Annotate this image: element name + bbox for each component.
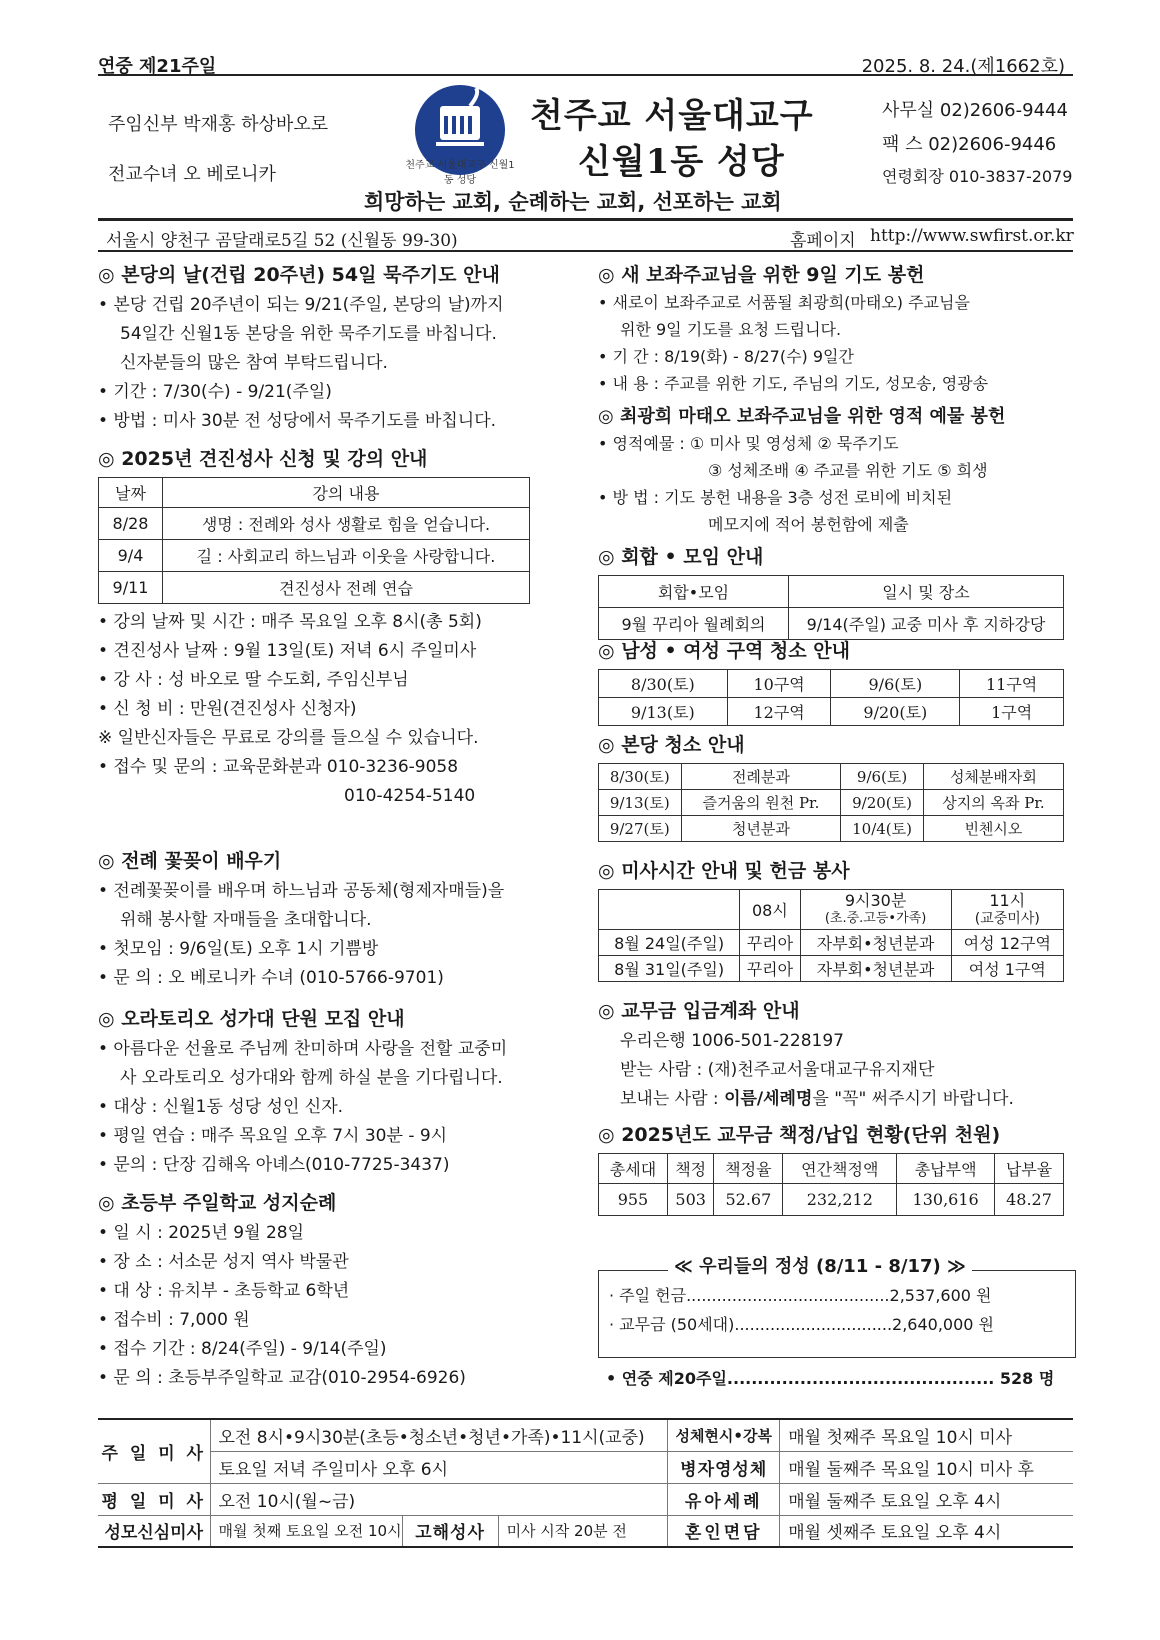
body-line: • 접수비 : 7,000 원: [98, 1310, 250, 1330]
section-title: ◎ 2025년도 교무금 책정/납입 현황(단위 천원): [598, 1124, 1001, 1146]
body-line: 사 오라토리오 성가대와 함께 하실 분을 기다립니다.: [120, 1068, 503, 1088]
body-line: 우리은행 1006-501-228197: [620, 1031, 844, 1051]
infant-baptism-time: 매월 둘째주 토요일 오후 4시: [780, 1483, 1073, 1515]
section-title: ◎ 교무금 입금계좌 안내: [598, 1000, 800, 1022]
sender-prefix: 보내는 사람 :: [620, 1089, 725, 1109]
offerings-box: [598, 1270, 1076, 1358]
section-choir: [98, 1004, 568, 1180]
section-title: ◎ 회합 • 모임 안내: [598, 546, 764, 568]
section-district-cleaning: [598, 636, 1076, 726]
marriage-label: 혼인면담: [668, 1515, 780, 1547]
confession-label: 고해성사: [402, 1515, 498, 1547]
table-cell: 48.27: [995, 1184, 1064, 1216]
marriage-time: 매월 셋째주 토요일 오후 4시: [780, 1515, 1073, 1547]
table-cell: 9월 꾸리아 월례회의: [599, 608, 789, 640]
table-cell: 9/4: [99, 540, 163, 572]
offerings-title: ≪ 우리들의 정성 (8/11 - 8/17) ≫: [668, 1252, 972, 1278]
table-cell: 955: [599, 1184, 668, 1216]
sender-bold: 이름/세례명: [724, 1089, 813, 1109]
table-cell: 꾸리아: [740, 956, 800, 982]
table-header: [599, 890, 740, 930]
body-line: 위한 9일 기도를 요청 드립니다.: [620, 320, 842, 339]
body-line: • 문 의 : 초등부주일학교 교감(010-2954-6926): [98, 1368, 466, 1388]
section-confirmation: [98, 444, 568, 811]
table-cell: 1구역: [960, 698, 1064, 726]
adoration-time: 매월 첫째주 목요일 10시 미사: [780, 1419, 1073, 1451]
church-cleaning-table: [598, 763, 1064, 842]
table-cell: 9/6(토): [831, 670, 960, 698]
adoration-label: 성체현시•강복: [668, 1419, 780, 1451]
table-cell: 9/13(토): [599, 698, 728, 726]
body-line: 메모지에 적어 봉헌함에 제출: [708, 515, 909, 534]
body-line: • 강 사 : 성 바오로 딸 수도회, 주임신부님: [98, 670, 409, 690]
table-cell: 생명 : 전례와 성사 생활로 힘을 얻습니다.: [163, 508, 530, 540]
body-line: • 문 의 : 오 베로니카 수녀 (010-5766-9701): [98, 968, 444, 988]
body-line: 위해 봉사할 자매들을 초대합니다.: [120, 910, 372, 930]
slogan: 희망하는 교회, 순례하는 교회, 선포하는 교회: [364, 190, 782, 214]
homepage-link[interactable]: http://www.swfirst.or.kr: [870, 226, 1074, 246]
sender-suffix: 을 "꼭" 써주시기 바랍니다.: [812, 1089, 1014, 1109]
nun-name: 전교수녀 오 베로니카: [108, 164, 276, 185]
table-header: 날짜: [99, 478, 163, 508]
offering-line: · 교무금 (50세대)...............................2,640,000 원: [609, 1315, 995, 1334]
section-rosary: [98, 260, 568, 436]
section-spiritual-gift: [598, 402, 1076, 538]
marian-mass-time: 매월 첫째 토요일 오전 10시: [210, 1515, 402, 1547]
body-line: • 첫모임 : 9/6일(토) 오후 1시 기쁨방: [98, 939, 379, 959]
body-line: ※ 일반신자들은 무료로 강의를 들으실 수 있습니다.: [98, 728, 479, 748]
table-cell: 자부회•청년분과: [800, 930, 951, 956]
table-cell: 전례분과: [681, 764, 841, 790]
body-line: • 대 상 : 유치부 - 초등학교 6학년: [98, 1281, 350, 1301]
body-line: • 내 용 : 주교를 위한 기도, 주님의 기도, 성모송, 영광송: [598, 374, 989, 393]
section-bishop-prayer: [598, 260, 1076, 397]
lecture-table: [98, 477, 530, 604]
body-line: 54일간 신월1동 본당을 위한 묵주기도를 바칩니다.: [120, 324, 497, 344]
body-line: • 전례꽃꽂이를 배우며 하느님과 공동체(형제자매들)을: [98, 881, 505, 901]
homepage-label: 홈페이지: [790, 231, 856, 251]
table-cell: 견진성사 전례 연습: [163, 572, 530, 604]
body-line: • 대상 : 신월1동 성당 성인 신자.: [98, 1097, 344, 1117]
table-cell: 성체분배자회: [923, 764, 1063, 790]
table-cell: 여성 12구역: [951, 930, 1063, 956]
body-line: • 평일 연습 : 매주 목요일 오후 7시 30분 - 9시: [98, 1126, 448, 1146]
body-line: 신자분들의 많은 참여 부탁드립니다.: [120, 353, 388, 373]
section-dues-status: [598, 1120, 1076, 1216]
schedule-table: [98, 1418, 1073, 1548]
table-cell: 길 : 사회교리 하느님과 이웃을 사랑합니다.: [163, 540, 530, 572]
table-cell: 9/20(토): [841, 790, 924, 816]
meeting-table: [598, 575, 1064, 640]
body-line: 010-4254-5140: [344, 786, 476, 806]
section-title: ◎ 본당 청소 안내: [598, 734, 745, 756]
body-line: • 신 청 비 : 만원(견진성사 신청자): [98, 699, 357, 719]
body-line: • 강의 날짜 및 시간 : 매주 목요일 오후 8시(총 5회): [98, 612, 482, 632]
body-line: • 방법 : 미사 30분 전 성당에서 묵주기도를 바칩니다.: [98, 411, 497, 431]
body-line: • 아름다운 선율로 주님께 찬미하며 사랑을 전할 교중미: [98, 1039, 508, 1059]
table-cell: 130,616: [897, 1184, 995, 1216]
table-cell: 10구역: [727, 670, 831, 698]
section-title: ◎ 전례 꽃꽂이 배우기: [98, 850, 282, 872]
body-line: • 기 간 : 8/19(화) - 8/27(수) 9일간: [598, 347, 854, 366]
table-cell: 232,212: [783, 1184, 897, 1216]
table-header: (초.중.고등•가족): [824, 910, 927, 926]
body-line: ③ 성체조배 ④ 주교를 위한 기도 ⑤ 희생: [708, 461, 988, 480]
table-header: 연간책정액: [783, 1154, 897, 1184]
table-cell: 8/28: [99, 508, 163, 540]
attendance-line: • 연중 제20주일............................................ 528 명: [606, 1369, 1055, 1388]
table-cell: 52.67: [714, 1184, 783, 1216]
body-line: • 기간 : 7/30(수) - 9/21(주일): [98, 382, 332, 402]
table-cell: 빈첸시오: [923, 816, 1063, 842]
table-cell: 11구역: [960, 670, 1064, 698]
table-cell: 청년분과: [681, 816, 841, 842]
district-cleaning-table: [598, 669, 1064, 726]
saturday-mass-time: 토요일 저녁 주일미사 오후 6시: [210, 1451, 668, 1483]
sick-communion-time: 매월 둘째주 목요일 10시 미사 후: [780, 1451, 1073, 1483]
section-title: ◎ 본당의 날(건립 20주년) 54일 묵주기도 안내: [98, 264, 500, 286]
table-cell: 상지의 옥좌 Pr.: [923, 790, 1063, 816]
table-header: 강의 내용: [163, 478, 530, 508]
section-flower: [98, 846, 568, 993]
section-account: [598, 996, 1076, 1114]
offering-line: · 주일 헌금........................................2,537,600 원: [609, 1286, 992, 1305]
section-pilgrimage: [98, 1188, 568, 1393]
sunday-mass-time: 오전 8시•9시30분(초등•청소년•청년•가족)•11시(교중): [210, 1419, 668, 1451]
table-header: 일시 및 장소: [789, 576, 1064, 608]
table-cell: 12구역: [727, 698, 831, 726]
section-title: ◎ 2025년 견진성사 신청 및 강의 안내: [98, 448, 428, 470]
fax-number: 팩 스 02)2606-9446: [882, 134, 1057, 155]
week-label: 연중 제21주일: [98, 56, 217, 77]
sunday-mass-label: 주 일 미 사: [98, 1419, 210, 1483]
council-phone: 연령회장 010-3837-2079: [882, 167, 1073, 186]
table-cell: 9/27(토): [599, 816, 682, 842]
infant-baptism-label: 유아세례: [668, 1483, 780, 1515]
table-header: 9시30분: [844, 890, 907, 910]
body-line: • 본당 건립 20주년이 되는 9/21(주일, 본당의 날)까지: [98, 295, 504, 315]
body-line: • 문의 : 단장 김해옥 아녜스(010-7725-3437): [98, 1155, 450, 1175]
mass-offering-table: [598, 889, 1064, 982]
table-cell: 9/6(토): [841, 764, 924, 790]
issue-date: 2025. 8. 24.(제1662호): [861, 56, 1065, 77]
table-header: 회합•모임: [599, 576, 789, 608]
church-name-line1: 천주교 서울대교구: [530, 96, 814, 136]
top-line: [98, 52, 1073, 76]
address-bar: [98, 218, 1073, 252]
section-title: ◎ 최광희 마태오 보좌주교님을 위한 영적 예물 봉헌: [598, 406, 1006, 427]
church-name-line2: 신월1동 성당: [578, 142, 785, 182]
marian-mass-label: 성모신심미사: [98, 1515, 210, 1547]
priest-name: 주임신부 박재홍 하상바오로: [108, 114, 329, 135]
section-title: ◎ 오라토리오 성가대 단원 모집 안내: [98, 1008, 405, 1030]
table-cell: 여성 1구역: [951, 956, 1063, 982]
table-cell: 자부회•청년분과: [800, 956, 951, 982]
table-cell: 즐거움의 원천 Pr.: [681, 790, 841, 816]
section-title: ◎ 초등부 주일학교 성지순례: [98, 1192, 337, 1214]
table-header: 11시: [989, 890, 1026, 910]
section-title: ◎ 미사시간 안내 및 헌금 봉사: [598, 860, 850, 882]
table-cell: 8월 24일(주일): [599, 930, 740, 956]
body-line: [598, 1085, 1076, 1114]
table-cell: 9/11: [99, 572, 163, 604]
table-header: 납부율: [995, 1154, 1064, 1184]
confession-time: 미사 시작 20분 전: [498, 1515, 668, 1547]
section-title: ◎ 새 보좌주교님을 위한 9일 기도 봉헌: [598, 264, 925, 286]
office-phone: 사무실 02)2606-9444: [882, 100, 1068, 121]
section-meetings: [598, 542, 1076, 640]
section-title: ◎ 남성 • 여성 구역 청소 안내: [598, 640, 850, 662]
address: 서울시 양천구 곰달래로5길 52 (신월동 99-30): [106, 231, 458, 251]
table-cell: 8/30(토): [599, 670, 728, 698]
sick-communion-label: 병자영성체: [668, 1451, 780, 1483]
table-cell: 503: [667, 1184, 713, 1216]
table-header: 08시: [740, 890, 800, 930]
body-line: • 장 소 : 서소문 성지 역사 박물관: [98, 1252, 349, 1272]
table-cell: 9/14(주일) 교중 미사 후 지하강당: [789, 608, 1064, 640]
section-mass-times: [598, 856, 1076, 982]
body-line: • 접수 기간 : 8/24(주일) - 9/14(주일): [98, 1339, 387, 1359]
body-line: • 영적예물 : ① 미사 및 영성체 ② 묵주기도: [598, 434, 899, 453]
body-line: • 견진성사 날짜 : 9월 13일(토) 저녁 6시 주일미사: [98, 641, 477, 661]
dues-table: [598, 1153, 1064, 1216]
table-header: 총납부액: [897, 1154, 995, 1184]
body-line: • 방 법 : 기도 봉헌 내용을 3층 성전 로비에 비치된: [598, 488, 953, 507]
weekday-mass-time: 오전 10시(월~금): [210, 1483, 668, 1515]
table-cell: 10/4(토): [841, 816, 924, 842]
body-line: • 일 시 : 2025년 9월 28일: [98, 1223, 304, 1243]
table-header: (교중미사): [974, 910, 1040, 927]
table-cell: 8/30(토): [599, 764, 682, 790]
table-cell: 9/20(토): [831, 698, 960, 726]
table-header: 총세대: [599, 1154, 668, 1184]
table-cell: 꾸리아: [740, 930, 800, 956]
section-church-cleaning: [598, 730, 1076, 842]
table-header: 책정: [667, 1154, 713, 1184]
table-cell: 9/13(토): [599, 790, 682, 816]
table-header: 책정율: [714, 1154, 783, 1184]
logo-caption: 천주교 서울대교구 신월1동 성당: [405, 160, 515, 186]
weekday-mass-label: 평 일 미 사: [98, 1483, 210, 1515]
table-cell: 8월 31일(주일): [599, 956, 740, 982]
body-line: 받는 사람 : (재)천주교서울대교구유지재단: [620, 1060, 935, 1080]
body-line: • 새로이 보좌주교로 서품될 최광희(마태오) 주교님을: [598, 293, 970, 312]
body-line: • 접수 및 문의 : 교육문화분과 010-3236-9058: [98, 757, 459, 777]
